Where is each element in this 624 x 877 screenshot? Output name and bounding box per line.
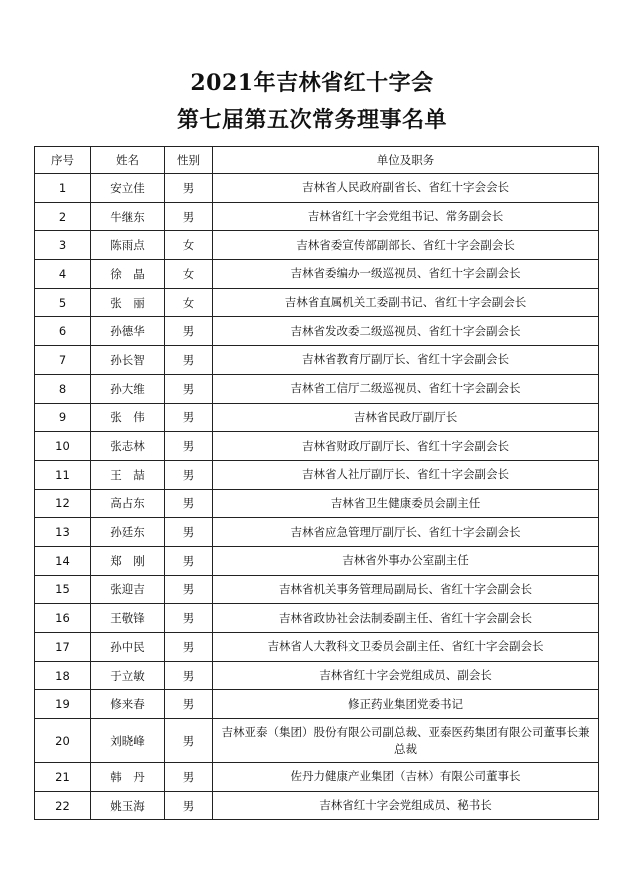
cell-number: 4 (35, 260, 91, 289)
cell-number: 6 (35, 317, 91, 346)
table-row (35, 719, 599, 763)
cell-name: 韩 丹 (91, 763, 165, 792)
table-row (35, 791, 599, 820)
cell-number: 14 (35, 546, 91, 575)
cell-gender: 女 (165, 288, 213, 317)
column-header-name: 姓名 (91, 147, 165, 174)
cell-name: 陈雨点 (91, 231, 165, 260)
cell-name: 孙长智 (91, 346, 165, 375)
column-header-gender: 性别 (165, 147, 213, 174)
cell-number: 2 (35, 202, 91, 231)
cell-gender: 男 (165, 374, 213, 403)
table-row (35, 575, 599, 604)
cell-gender: 男 (165, 719, 213, 763)
cell-gender: 男 (165, 661, 213, 690)
cell-number: 8 (35, 374, 91, 403)
table-header-row (35, 147, 599, 174)
table-row (35, 432, 599, 461)
cell-gender: 男 (165, 604, 213, 633)
cell-name: 牛继东 (91, 202, 165, 231)
cell-name: 于立敏 (91, 661, 165, 690)
cell-position: 吉林省外事办公室副主任 (213, 546, 599, 575)
cell-gender: 男 (165, 489, 213, 518)
cell-gender: 男 (165, 460, 213, 489)
cell-position: 吉林省民政厅副厅长 (213, 403, 599, 432)
cell-position: 吉林省人民政府副省长、省红十字会会长 (213, 174, 599, 203)
cell-number: 19 (35, 690, 91, 719)
cell-name: 孙中民 (91, 633, 165, 662)
cell-position: 吉林省委编办一级巡视员、省红十字会副会长 (213, 260, 599, 289)
cell-position: 吉林省卫生健康委员会副主任 (213, 489, 599, 518)
table-row (35, 202, 599, 231)
cell-number: 18 (35, 661, 91, 690)
cell-gender: 男 (165, 202, 213, 231)
cell-position: 佐丹力健康产业集团（吉林）有限公司董事长 (213, 763, 599, 792)
table-row (35, 317, 599, 346)
cell-position: 吉林省红十字会党组成员、秘书长 (213, 791, 599, 820)
cell-position: 吉林省人社厅副厅长、省红十字会副会长 (213, 460, 599, 489)
cell-name: 张 伟 (91, 403, 165, 432)
cell-gender: 男 (165, 518, 213, 547)
cell-name: 孙德华 (91, 317, 165, 346)
cell-name: 安立佳 (91, 174, 165, 203)
cell-position: 吉林省红十字会党组成员、副会长 (213, 661, 599, 690)
cell-gender: 男 (165, 403, 213, 432)
cell-position: 吉林省直属机关工委副书记、省红十字会副会长 (213, 288, 599, 317)
column-header-number: 序号 (35, 147, 91, 174)
table-row (35, 633, 599, 662)
cell-number: 16 (35, 604, 91, 633)
cell-name: 张志林 (91, 432, 165, 461)
cell-position: 吉林省工信厅二级巡视员、省红十字会副会长 (213, 374, 599, 403)
cell-position: 吉林省教育厅副厅长、省红十字会副会长 (213, 346, 599, 375)
cell-name: 张 丽 (91, 288, 165, 317)
cell-gender: 男 (165, 546, 213, 575)
cell-gender: 男 (165, 346, 213, 375)
cell-name: 孙廷东 (91, 518, 165, 547)
table-row (35, 403, 599, 432)
cell-number: 22 (35, 791, 91, 820)
cell-name: 刘晓峰 (91, 719, 165, 763)
cell-number: 9 (35, 403, 91, 432)
cell-position: 吉林省机关事务管理局副局长、省红十字会副会长 (213, 575, 599, 604)
cell-position: 吉林省发改委二级巡视员、省红十字会副会长 (213, 317, 599, 346)
table-row (35, 489, 599, 518)
column-header-position: 单位及职务 (213, 147, 599, 174)
cell-number: 1 (35, 174, 91, 203)
cell-gender: 男 (165, 575, 213, 604)
cell-position: 修正药业集团党委书记 (213, 690, 599, 719)
table-row (35, 460, 599, 489)
cell-number: 7 (35, 346, 91, 375)
cell-number: 12 (35, 489, 91, 518)
table-body (35, 174, 599, 820)
cell-number: 10 (35, 432, 91, 461)
cell-name: 郑 刚 (91, 546, 165, 575)
table-row (35, 260, 599, 289)
cell-number: 13 (35, 518, 91, 547)
cell-gender: 男 (165, 791, 213, 820)
cell-number: 3 (35, 231, 91, 260)
cell-position: 吉林省政协社会法制委副主任、省红十字会副会长 (213, 604, 599, 633)
cell-name: 王 喆 (91, 460, 165, 489)
cell-name: 孙大维 (91, 374, 165, 403)
document-subtitle: 第七届第五次常务理事名单 (176, 107, 447, 133)
cell-name: 张迎吉 (91, 575, 165, 604)
cell-name: 姚玉海 (91, 791, 165, 820)
cell-gender: 男 (165, 690, 213, 719)
cell-position: 吉林省应急管理厅副厅长、省红十字会副会长 (213, 518, 599, 547)
cell-name: 修来春 (91, 690, 165, 719)
cell-name: 高占东 (91, 489, 165, 518)
table-row (35, 604, 599, 633)
cell-position: 吉林省委宣传部副部长、省红十字会副会长 (213, 231, 599, 260)
cell-number: 11 (35, 460, 91, 489)
table-row (35, 518, 599, 547)
table-row (35, 661, 599, 690)
cell-gender: 男 (165, 763, 213, 792)
cell-position: 吉林省红十字会党组书记、常务副会长 (213, 202, 599, 231)
cell-name: 徐 晶 (91, 260, 165, 289)
roster-table (34, 146, 599, 820)
cell-number: 15 (35, 575, 91, 604)
table-row (35, 690, 599, 719)
cell-position: 吉林省人大教科文卫委员会副主任、省红十字会副会长 (213, 633, 599, 662)
table-row (35, 763, 599, 792)
table-row (35, 174, 599, 203)
cell-gender: 女 (165, 231, 213, 260)
cell-number: 21 (35, 763, 91, 792)
cell-gender: 女 (165, 260, 213, 289)
cell-position: 吉林亚泰（集团）股份有限公司副总裁、亚泰医药集团有限公司董事长兼总裁 (213, 719, 599, 763)
cell-number: 20 (35, 719, 91, 763)
table-row (35, 231, 599, 260)
cell-gender: 男 (165, 317, 213, 346)
cell-position: 吉林省财政厅副厅长、省红十字会副会长 (213, 432, 599, 461)
cell-name: 王敬锋 (91, 604, 165, 633)
cell-gender: 男 (165, 432, 213, 461)
document-title: 2021年吉林省红十字会 (190, 70, 434, 96)
table-row (35, 346, 599, 375)
cell-number: 17 (35, 633, 91, 662)
table-row (35, 546, 599, 575)
table-row (35, 288, 599, 317)
cell-gender: 男 (165, 174, 213, 203)
cell-gender: 男 (165, 633, 213, 662)
cell-number: 5 (35, 288, 91, 317)
table-row (35, 374, 599, 403)
